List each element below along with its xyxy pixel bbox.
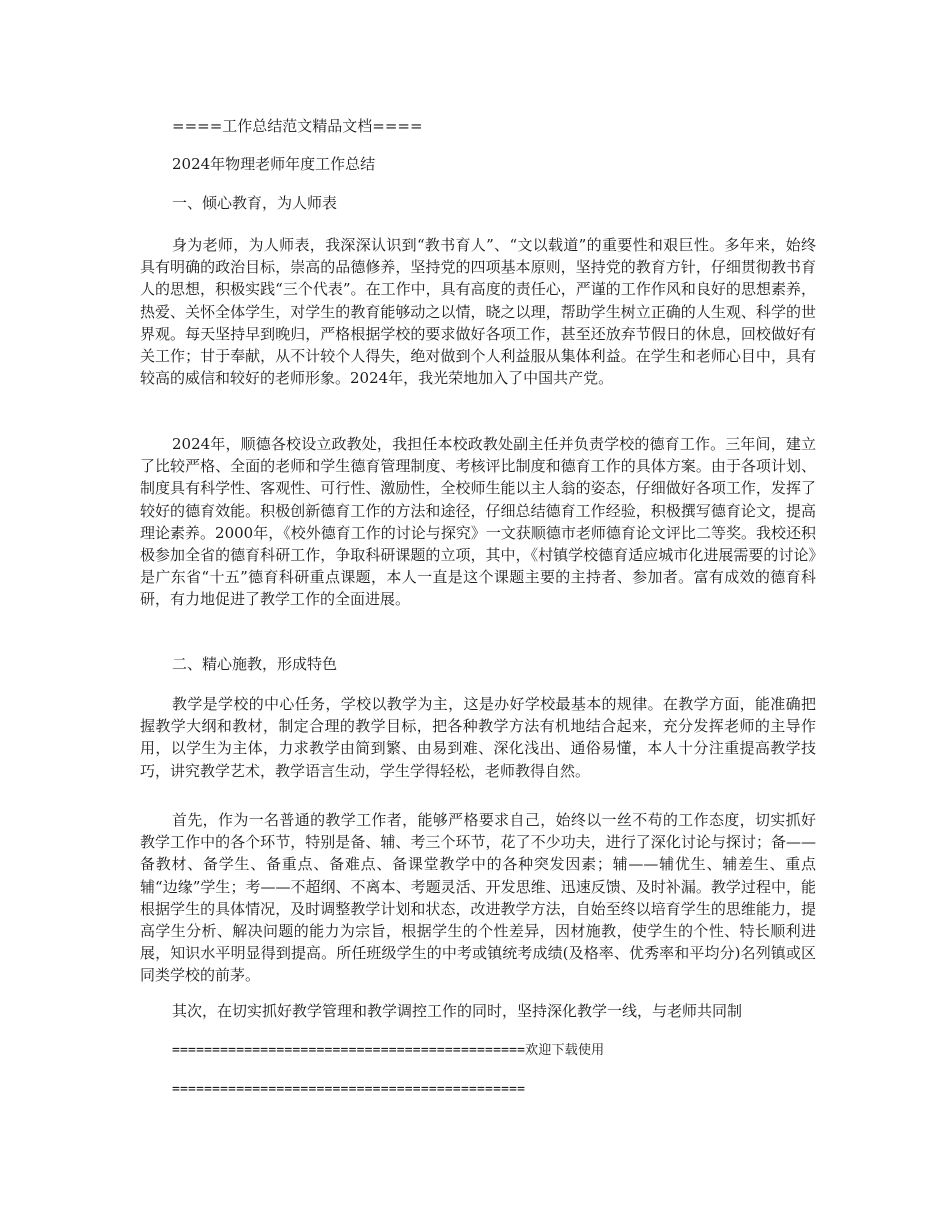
paragraph-3: 教学是学校的中心任务，学校以教学为主，这是办好学校最基本的规律。在教学方面，能准确把握教学大纲和教材，制定合理的教学目标，把各种教学方法有机地结合起来，充分发挥老师的主导作用，以学生为主体，力求教学由简到繁、由易到难、深化浅出、通俗易懂，本人十分注重提高教学技巧，讲究教学艺术，教学语言生动，学生学得轻松，老师教得自然。 <box>140 695 816 780</box>
paragraph-5: 其次，在切实抓好教学管理和教学调控工作的同时，坚持深化教学一线，与老师共同制 <box>172 1002 743 1020</box>
footer-rule: ============================================ <box>172 1082 526 1097</box>
paragraph-2: 2024年，顺德各校设立政教处，我担任本校政教处副主任并负责学校的德育工作。三年间，建立了比较严格、全面的老师和学生德育管理制度、考核评比制度和德育工作的具体方案。由于各项计划、制度具有科学性、客观性、可行性、激励性，全校师生能以主人翁的姿态，仔细做好各项工作，发挥了较好的德育效能。积极创新德育工作的方法和途径，仔细总结德育工作经验，积极撰写德育论文，提高理论素养。2000年，《校外德育工作的讨论与探究》一文获顺德市老师德育论文评比二等奖。我校还积极参加全省的德育科研工作，争取科研课题的立项，其中，《村镇学校德育适应城市化进展需要的讨论》是广东省“十五”德育科研重点课题，本人一直是这个课题主要的主持者、参加者。富有成效的德育科研，有力地促进了教学工作的全面进展。 <box>140 435 816 609</box>
paragraph-4: 首先，作为一名普通的教学工作者，能够严格要求自己，始终以一丝不苟的工作态度，切实抓好教学工作中的各个环节，特别是备、辅、考三个环节，花了不少功夫，进行了深化讨论与探讨；备——备教材、备学生、备重点、备难点、备课堂教学中的各种突发因素；辅——辅优生、辅差生、重点辅“边缘”学生；考——不超纲、不离本、考题灵活、开发思维、迅速反馈、及时补漏。教学过程中，能根据学生的具体情况，及时调整教学计划和状态，改进教学方法，自始至终以培育学生的思维能力，提高学生分析、解决问题的能力为宗旨，根据学生的个性差异，因材施教，使学生的个性、特长顺利进展，知识水平明显得到提高。所任班级学生的中考或镇统考成绩(及格率、优秀率和平均分)名列镇或区同类学校的前茅。 <box>140 811 816 985</box>
section-heading-1: 一、倾心教育，为人师表 <box>172 194 338 212</box>
section-heading-2: 二、精心施教，形成特色 <box>172 655 338 673</box>
footer-download-line: ============================================欢迎下载使用 <box>172 1043 605 1058</box>
header-banner: ====工作总结范文精品文档==== <box>172 117 423 135</box>
document-title: 2024年物理老师年度工作总结 <box>172 155 376 173</box>
paragraph-1: 身为老师，为人师表，我深深认识到“教书育人”、“文以载道”的重要性和艰巨性。多年来，始终具有明确的政治目标，崇高的品德修养，坚持党的四项基本原则，坚持党的教育方针，仔细贯彻教书育人的思想，积极实践“三个代表”。在工作中，具有高度的责任心，严谨的工作作风和良好的思想素养，热爱、关怀全体学生，对学生的教育能够动之以情，晓之以理，帮助学生树立正确的人生观、科学的世界观。每天坚持早到晚归，严格根据学校的要求做好各项工作，甚至还放弃节假日的休息，回校做好有关工作；甘于奉献，从不计较个人得失，绝对做到个人利益服从集体利益。在学生和老师心目中，具有较高的威信和较好的老师形象。2024年，我光荣地加入了中国共产党。 <box>140 236 816 388</box>
